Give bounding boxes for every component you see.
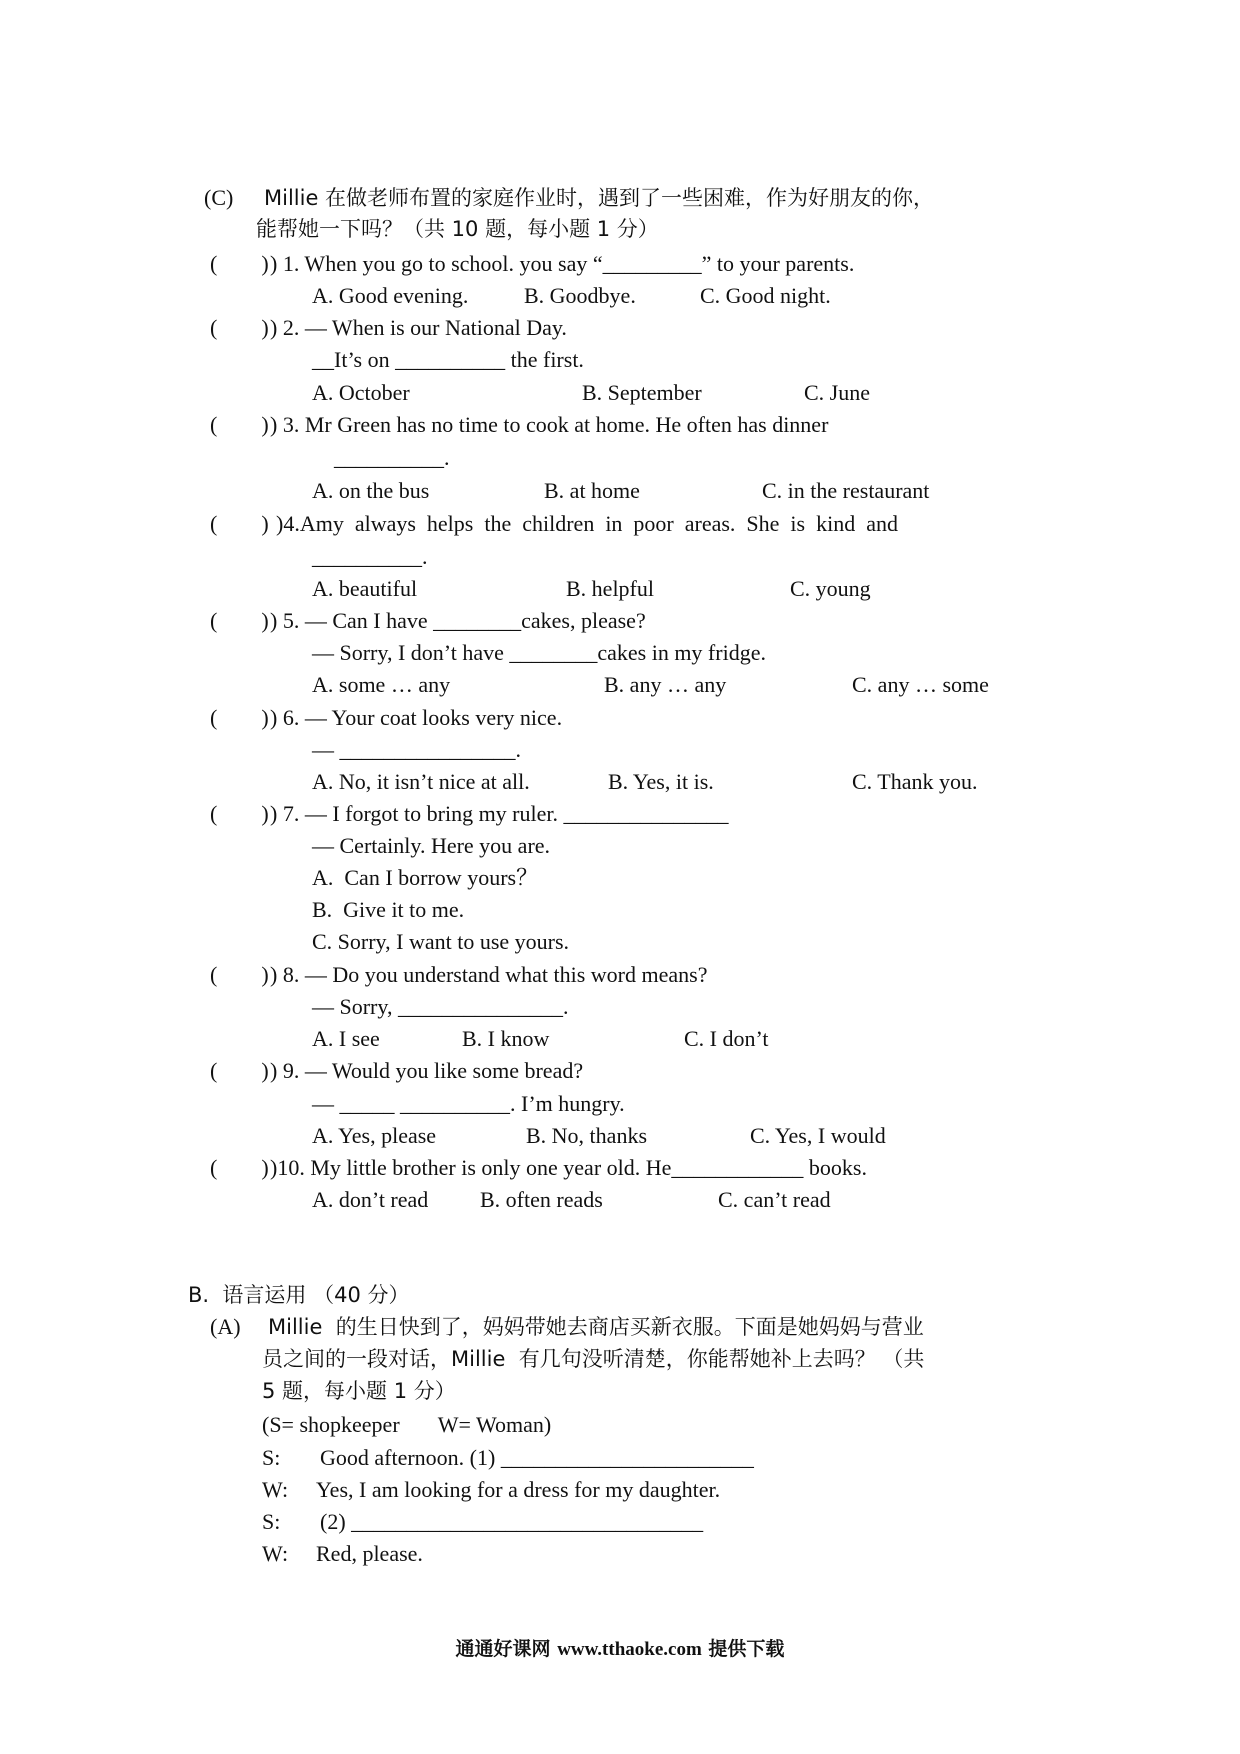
q1-option-c: C. Good night.: [700, 283, 831, 308]
answer-paren-5: ( ): [210, 608, 269, 633]
question-2-stem: ) 2. — When is our National Day.: [270, 315, 567, 340]
answer-paren-6: ( ): [210, 705, 269, 730]
q2-option-a: A. October: [312, 380, 410, 405]
footer-site-name: 通通好课网: [455, 1638, 551, 1660]
question-6-stem: ) 6. — Your coat looks very nice.: [270, 705, 563, 730]
dialogue-speaker-3: S:: [262, 1509, 281, 1534]
q4-option-c: C. young: [790, 576, 871, 601]
q9-option-b: B. No, thanks: [526, 1123, 647, 1148]
answer-paren-2: ( ): [210, 315, 269, 340]
q2-option-b: B. September: [582, 380, 702, 405]
q7-option-b: B. Give it to me.: [312, 897, 465, 922]
answer-paren-3: ( ): [210, 412, 269, 437]
q7-option-c: C. Sorry, I want to use yours.: [312, 929, 570, 954]
question-2-stem2: __It’s on __________ the first.: [312, 347, 584, 372]
q1-option-a: A. Good evening.: [312, 283, 469, 308]
q4-option-a: A. beautiful: [312, 576, 418, 601]
section-c-intro-line2: 能帮她一下吗？（共 10 题，每小题 1 分）: [256, 217, 659, 241]
q2-option-c: C. June: [804, 380, 870, 405]
question-7-stem: ) 7. — I forgot to bring my ruler. _______________: [270, 801, 729, 826]
question-3-stem2: __________.: [334, 445, 450, 470]
q10-option-a: A. don’t read: [312, 1187, 429, 1212]
q8-option-c: C. I don’t: [684, 1026, 769, 1051]
part-a-label: (A): [210, 1314, 241, 1339]
dialogue-line-4: Red, please.: [316, 1541, 423, 1566]
dialogue-speaker-2: W:: [262, 1477, 289, 1502]
question-3-stem: ) 3. Mr Green has no time to cook at home. He often has dinner: [270, 412, 829, 437]
q6-option-b: B. Yes, it is.: [608, 769, 714, 794]
question-9-stem: ) 9. — Would you like some bread?: [270, 1058, 584, 1083]
question-4-stem2: __________.: [312, 544, 428, 569]
q5-option-a: A. some … any: [312, 672, 451, 697]
footer-url[interactable]: www.tthaoke.com: [557, 1639, 702, 1660]
page-footer: [0, 1634, 1240, 1661]
answer-paren-10: ( ): [210, 1155, 269, 1180]
question-8-stem2: — Sorry, _______________.: [312, 994, 569, 1019]
dialogue-line-2: Yes, I am looking for a dress for my daughter.: [316, 1477, 721, 1502]
answer-paren-1: ( ): [210, 251, 269, 276]
q10-option-b: B. often reads: [480, 1187, 603, 1212]
q4-option-b: B. helpful: [566, 576, 654, 601]
q3-option-b: B. at home: [544, 478, 640, 503]
q8-option-b: B. I know: [462, 1026, 550, 1051]
dialogue-speaker-4: W:: [262, 1541, 289, 1566]
q7-option-a: A. Can I borrow yours？: [312, 865, 539, 890]
dialogue-speaker-1: S:: [262, 1445, 281, 1470]
part-a-intro-line2: 员之间的一段对话，Millie 有几句没听清楚，你能帮她补上去吗？ （共: [262, 1347, 925, 1371]
part-a-intro-line1: Millie 的生日快到了，妈妈带她去商店买新衣服。下面是她妈妈与营业: [268, 1315, 924, 1339]
footer-suffix: 提供下载: [708, 1638, 785, 1660]
dialogue-legend: (S= shopkeeper W= Woman): [262, 1412, 552, 1437]
section-b-heading: B. 语言运用 （40 分）: [188, 1283, 410, 1307]
q5-option-c: C. any … some: [852, 672, 989, 697]
section-c-intro-line1: Millie 在做老师布置的家庭作业时，遇到了一些困难，作为好朋友的你，: [264, 186, 935, 210]
q6-option-a: A. No, it isn’t nice at all.: [312, 769, 530, 794]
question-6-stem2: — ________________.: [312, 737, 521, 762]
q6-option-c: C. Thank you.: [852, 769, 978, 794]
q9-option-a: A. Yes, please: [312, 1123, 437, 1148]
part-a-intro-line3: 5 题，每小题 1 分）: [262, 1379, 456, 1403]
question-4-stem: )4.Amy always helps the children in poor areas. She is kind and: [276, 511, 898, 536]
q3-option-a: A. on the bus: [312, 478, 430, 503]
question-5-stem: ) 5. — Can I have ________cakes, please?: [270, 608, 646, 633]
question-9-stem2: — _____ __________. I’m hungry.: [312, 1091, 625, 1116]
question-5-stem2: — Sorry, I don’t have ________cakes in my fridge.: [312, 640, 766, 665]
dialogue-line-3: (2) ________________________________: [320, 1509, 704, 1534]
answer-paren-4: ( ): [210, 511, 269, 536]
q1-option-b: B. Goodbye.: [524, 283, 636, 308]
answer-paren-9: ( ): [210, 1058, 269, 1083]
q5-option-b: B. any … any: [604, 672, 727, 697]
q3-option-c: C. in the restaurant: [762, 478, 930, 503]
q8-option-a: A. I see: [312, 1026, 380, 1051]
question-8-stem: ) 8. — Do you understand what this word means?: [270, 962, 708, 987]
answer-paren-7: ( ): [210, 801, 269, 826]
dialogue-line-1: Good afternoon. (1) _______________________: [320, 1445, 754, 1470]
question-10-stem: )10. My little brother is only one year old. He____________ books.: [270, 1155, 867, 1180]
q9-option-c: C. Yes, I would: [750, 1123, 886, 1148]
answer-paren-8: ( ): [210, 962, 269, 987]
question-7-stem2: — Certainly. Here you are.: [312, 833, 551, 858]
question-1-stem: ) 1. When you go to school. you say “_________” to your parents.: [270, 251, 855, 276]
section-c-label: (C): [204, 185, 234, 210]
q10-option-c: C. can’t read: [718, 1187, 831, 1212]
